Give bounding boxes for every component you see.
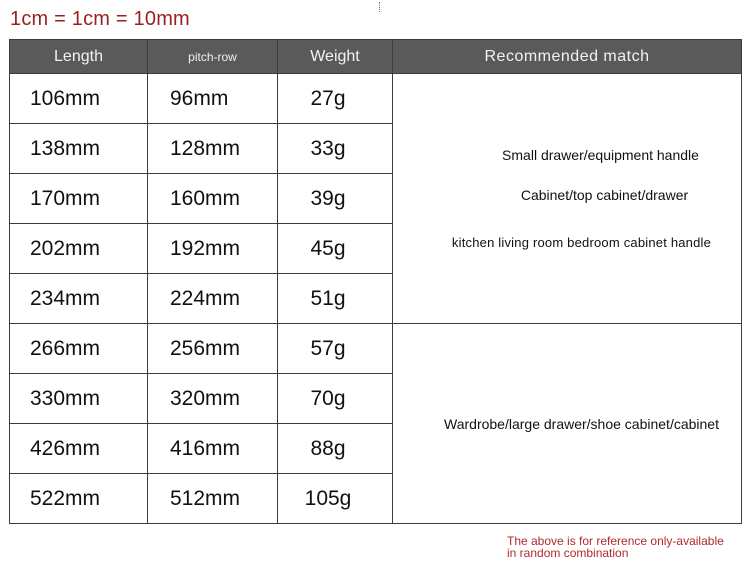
footnote-line: The above is for reference only-available bbox=[507, 534, 724, 548]
pitch-cell: 160mm bbox=[148, 174, 278, 224]
match-line: Wardrobe/large drawer/shoe cabinet/cabinet bbox=[444, 415, 719, 432]
weight-cell: 39g bbox=[278, 174, 393, 224]
pitch-cell: 128mm bbox=[148, 124, 278, 174]
weight-cell: 45g bbox=[278, 224, 393, 274]
pitch-cell: 416mm bbox=[148, 424, 278, 474]
table-header-row bbox=[10, 40, 742, 74]
pitch-cell: 320mm bbox=[148, 374, 278, 424]
weight-cell: 70g bbox=[278, 374, 393, 424]
table-row bbox=[10, 324, 742, 374]
header-pitch-row: pitch-row bbox=[148, 40, 278, 74]
pitch-cell: 224mm bbox=[148, 274, 278, 324]
pitch-cell: 96mm bbox=[148, 74, 278, 124]
pitch-cell: 512mm bbox=[148, 474, 278, 524]
length-cell: 330mm bbox=[10, 374, 148, 424]
divider-mark bbox=[379, 2, 381, 12]
weight-cell: 88g bbox=[278, 424, 393, 474]
size-spec-table bbox=[9, 39, 742, 524]
weight-cell: 105g bbox=[278, 474, 393, 524]
footnote-line: in random combination bbox=[507, 546, 629, 560]
match-line: Cabinet/top cabinet/drawer bbox=[520, 187, 689, 203]
reference-footnote bbox=[507, 535, 742, 559]
weight-cell: 27g bbox=[278, 74, 393, 124]
length-cell: 234mm bbox=[10, 274, 148, 324]
length-cell: 266mm bbox=[10, 324, 148, 374]
weight-cell: 51g bbox=[278, 274, 393, 324]
weight-cell: 57g bbox=[278, 324, 393, 374]
match-line: kitchen living room bedroom cabinet handle bbox=[451, 235, 712, 250]
weight-cell: 33g bbox=[278, 124, 393, 174]
length-cell: 170mm bbox=[10, 174, 148, 224]
unit-conversion-note: 1cm = 1cm = 10mm bbox=[10, 8, 190, 30]
pitch-cell: 256mm bbox=[148, 324, 278, 374]
length-cell: 202mm bbox=[10, 224, 148, 274]
pitch-cell: 192mm bbox=[148, 224, 278, 274]
length-cell: 106mm bbox=[10, 74, 148, 124]
header-length: Length bbox=[10, 40, 148, 74]
length-cell: 138mm bbox=[10, 124, 148, 174]
length-cell: 426mm bbox=[10, 424, 148, 474]
match-line: Small drawer/equipment handle bbox=[502, 147, 699, 163]
match-group-large bbox=[393, 324, 742, 524]
table-row bbox=[10, 74, 742, 124]
match-group-small bbox=[393, 74, 742, 324]
header-weight: Weight bbox=[278, 40, 393, 74]
length-cell: 522mm bbox=[10, 474, 148, 524]
header-recommended-match: Recommended match bbox=[393, 40, 742, 74]
